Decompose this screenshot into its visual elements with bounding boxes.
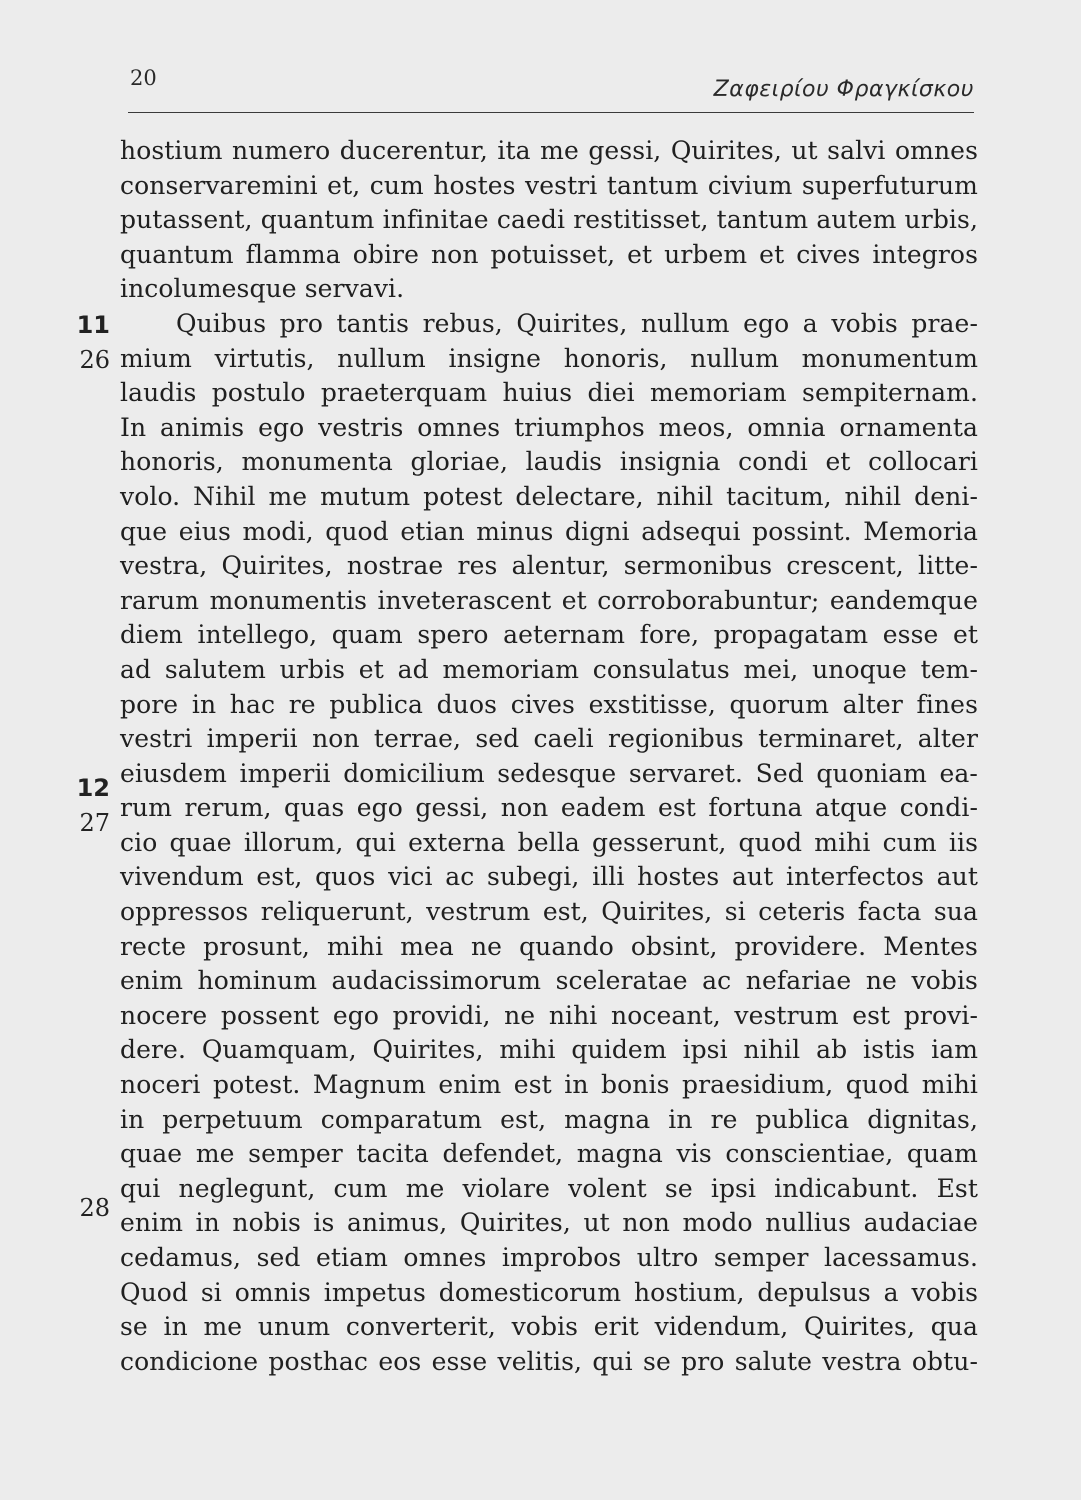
text-line: honoris, monumenta gloriae, laudis insignia condi et collocari [120,447,978,477]
text-line: quantum flamma obire non potuisset, et urbem et cives integros [120,239,978,269]
text-line: oppressos reliquerunt, vestrum est, Quirites, si ceteris facta sua [120,897,978,927]
text-line: mium virtutis, nullum insigne honoris, nullum monumentum [120,343,978,373]
text-line: condicione posthac eos esse velitis, qui se pro salute vestra obtu- [120,1346,978,1376]
text-line: vivendum est, quos vici ac subegi, illi hostes aut interfectos aut [120,862,978,892]
text-line: ad salutem urbis et ad memoriam consulatus mei, unoque tem- [120,654,978,684]
text-line: enim in nobis is animus, Quirites, ut non modo nullius audaciae [120,1208,978,1238]
paragraph-number: 28 [79,1194,110,1222]
body-text [120,134,978,1379]
text-line: vestri imperii non terrae, sed caeli regionibus terminaret, alter [120,724,978,754]
text-line: rarum monumentis inveterascent et corroborabuntur; eandemque [120,585,978,615]
text-line: eiusdem imperii domicilium sedesque servaret. Sed quoniam ea- [120,758,978,788]
text-line: pore in hac re publica duos cives exstitisse, quorum alter fines [120,689,978,719]
text-line: vestra, Quirites, nostrae res alentur, sermonibus crescent, litte- [120,551,978,581]
paragraph-number: 27 [79,809,110,837]
text-line: enim hominum audacissimorum sceleratae ac nefariae ne vobis [120,966,978,996]
section-number: 11 [76,311,110,339]
text-line: qui neglegunt, cum me violare volent se ipsi indicabunt. Est [120,1173,978,1203]
header-rule [128,112,974,113]
text-line: Quibus pro tantis rebus, Quirites, nullum ego a vobis prae- [176,308,978,338]
text-line: cio quae illorum, qui externa bella gesserunt, quod mihi cum iis [120,827,978,857]
text-line: dere. Quamquam, Quirites, mihi quidem ipsi nihil ab istis iam [120,1035,978,1065]
text-line: Quod si omnis impetus domesticorum hostium, depulsus a vobis [120,1277,978,1307]
text-line: quae me semper tacita defendet, magna vis conscientiae, quam [120,1139,978,1169]
text-line: cedamus, sed etiam omnes improbos ultro semper lacessamus. [120,1243,978,1272]
text-line: conservaremini et, cum hostes vestri tantum civium superfuturum [120,170,978,200]
text-line: rum rerum, quas ego gessi, non eadem est fortuna atque condi- [120,793,978,823]
text-line: nocere possent ego providi, ne nihi noceant, vestrum est provi- [120,1000,978,1030]
paragraph-number: 26 [79,346,110,374]
page-header [128,66,974,114]
text-line: In animis ego vestris omnes triumphos meos, omnia ornamenta [120,412,978,442]
text-line: se in me unum converterit, vobis erit videndum, Quirites, qua [120,1312,978,1342]
text-line: in perpetuum comparatum est, magna in re publica dignitas, [120,1104,978,1134]
page-number: 20 [130,66,157,90]
text-line: laudis postulo praeterquam huius diei memoriam sempiternam. [120,378,978,408]
text-line: noceri potest. Magnum enim est in bonis praesidium, quod mihi [120,1070,978,1100]
text-line: recte prosunt, mihi mea ne quando obsint, providere. Mentes [120,931,978,961]
text-line: putassent, quantum infinitae caedi restitisset, tantum autem urbis, [120,205,978,235]
text-line: hostium numero ducerentur, ita me gessi, Quirites, ut salvi omnes [120,136,978,165]
text-line: volo. Nihil me mutum potest delectare, nihil tacitum, nihil deni- [120,481,978,511]
text-line: incolumesque servavi. [120,274,405,304]
running-head: Ζαφειρίου Φραγκίσκου [713,77,974,102]
section-number: 12 [76,774,110,802]
text-line: diem intellego, quam spero aeternam fore, propagatam esse et [120,620,978,650]
text-line: que eius modi, quod etian minus digni adsequi possint. Memoria [120,516,978,546]
